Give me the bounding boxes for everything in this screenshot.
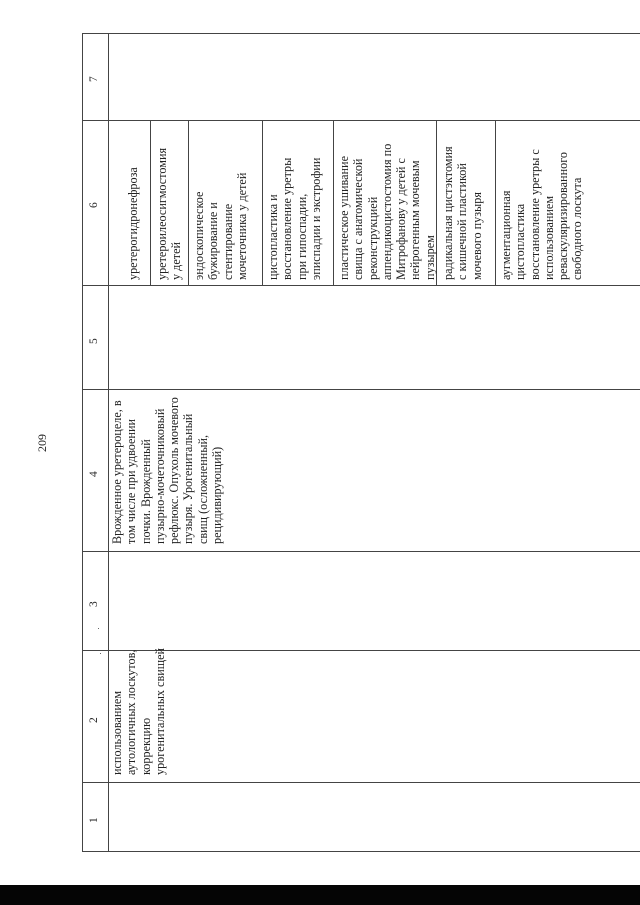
header-col-7: 7 [88, 76, 100, 82]
col6-line: реваскуляризированного [556, 152, 571, 280]
col6-line: мочеточника у детей [234, 172, 249, 280]
row-separator-6-1 [150, 120, 151, 285]
col6-line: аппендикоцистостомия по [379, 143, 394, 280]
col6-line: Митрофанову у детей с [394, 158, 409, 280]
col2-text [110, 648, 167, 775]
table-border-top [82, 33, 640, 34]
col6-line: уретероилеосигмостомия [155, 147, 169, 280]
col6-cell-7 [499, 149, 585, 280]
column-separator-4-5 [82, 389, 640, 390]
col6-line: свища с анатомической [351, 158, 366, 280]
scan-edge [0, 885, 640, 905]
col6-cell-6 [441, 146, 484, 280]
col6-line: при гипоспадии, [294, 193, 309, 280]
col6-line: с кишечной пластикой [455, 163, 470, 280]
col6-line: свободного лоскута [570, 177, 585, 280]
col6-line: радикальная цистэктомия [441, 146, 455, 280]
col4-line: свищ (осложненный, [195, 434, 210, 544]
col6-line: мочевого пузыря [469, 192, 484, 280]
procedures-table [82, 33, 640, 852]
col6-line: использованием [541, 195, 556, 280]
column-separator-6-7 [82, 120, 640, 121]
col6-line: аугментационная [499, 190, 513, 280]
header-col-2: 2 [88, 717, 100, 723]
col6-cell-1 [126, 167, 140, 280]
scan-speck [98, 628, 99, 629]
col6-line: цистопластика [513, 203, 528, 280]
row-separator-6-2 [188, 120, 189, 285]
table-border-left [82, 33, 83, 852]
col6-line: стентирование [220, 203, 235, 280]
column-separator-5-6 [82, 285, 640, 286]
col6-line: восстановление уретры с [527, 149, 542, 280]
column-separator-1-2 [82, 782, 640, 783]
header-col-5: 5 [88, 338, 100, 344]
col6-line: уретерогидронефроза [126, 167, 140, 280]
col4-line: рефлюкс. Опухоль мочевого [167, 397, 182, 544]
col6-line: эндоскопическое [192, 191, 206, 280]
col6-cell-2 [155, 148, 184, 280]
col4-line: пузырно-мочеточниковый [152, 408, 167, 544]
col6-cell-4 [266, 158, 323, 280]
col6-cell-3 [192, 173, 249, 280]
col6-line: цистопластика и [266, 194, 280, 280]
header-separator [108, 33, 109, 852]
col4-line: том числе при удвоении [124, 419, 139, 544]
row-separator-6-3 [262, 120, 263, 285]
col4-line: пузыря. Урогенитальный [181, 413, 196, 544]
col6-line: реконструкцией [365, 196, 380, 280]
scan-speck [100, 653, 101, 654]
header-col-6: 6 [88, 202, 100, 208]
col6-line: эписпадии и экстрофии [308, 157, 323, 280]
col6-line: бужирование и [206, 202, 221, 280]
header-col-1: 1 [88, 817, 100, 823]
col6-line: пузырем [422, 235, 437, 280]
col6-cell-5 [337, 144, 437, 280]
col2-line: использованием [110, 690, 124, 775]
header-col-3: 3 [88, 601, 100, 607]
col2-line: аутологичных лоскутов, [124, 649, 139, 775]
col4-line: рецидивирующий) [210, 446, 225, 544]
col4-line: почки. Врожденный [138, 439, 153, 544]
col4-line: Врожденное уретероцеле, в [110, 400, 124, 544]
col2-line: коррекцию [138, 717, 153, 775]
col6-line: восстановление уретры [280, 157, 295, 280]
col6-line: нейрогенным мочевым [408, 160, 423, 280]
header-col-4: 4 [88, 471, 100, 477]
table-border-bottom [82, 851, 640, 852]
page-number: 209 [35, 434, 49, 452]
row-separator-6-6 [495, 120, 496, 285]
col4-text [110, 397, 224, 544]
col2-line: урогенитальных свищей [152, 647, 167, 775]
col6-line: пластическое ушивание [337, 156, 351, 280]
column-separator-3-4 [82, 551, 640, 552]
col6-line: у детей [169, 241, 184, 280]
row-separator-6-4 [333, 120, 334, 285]
